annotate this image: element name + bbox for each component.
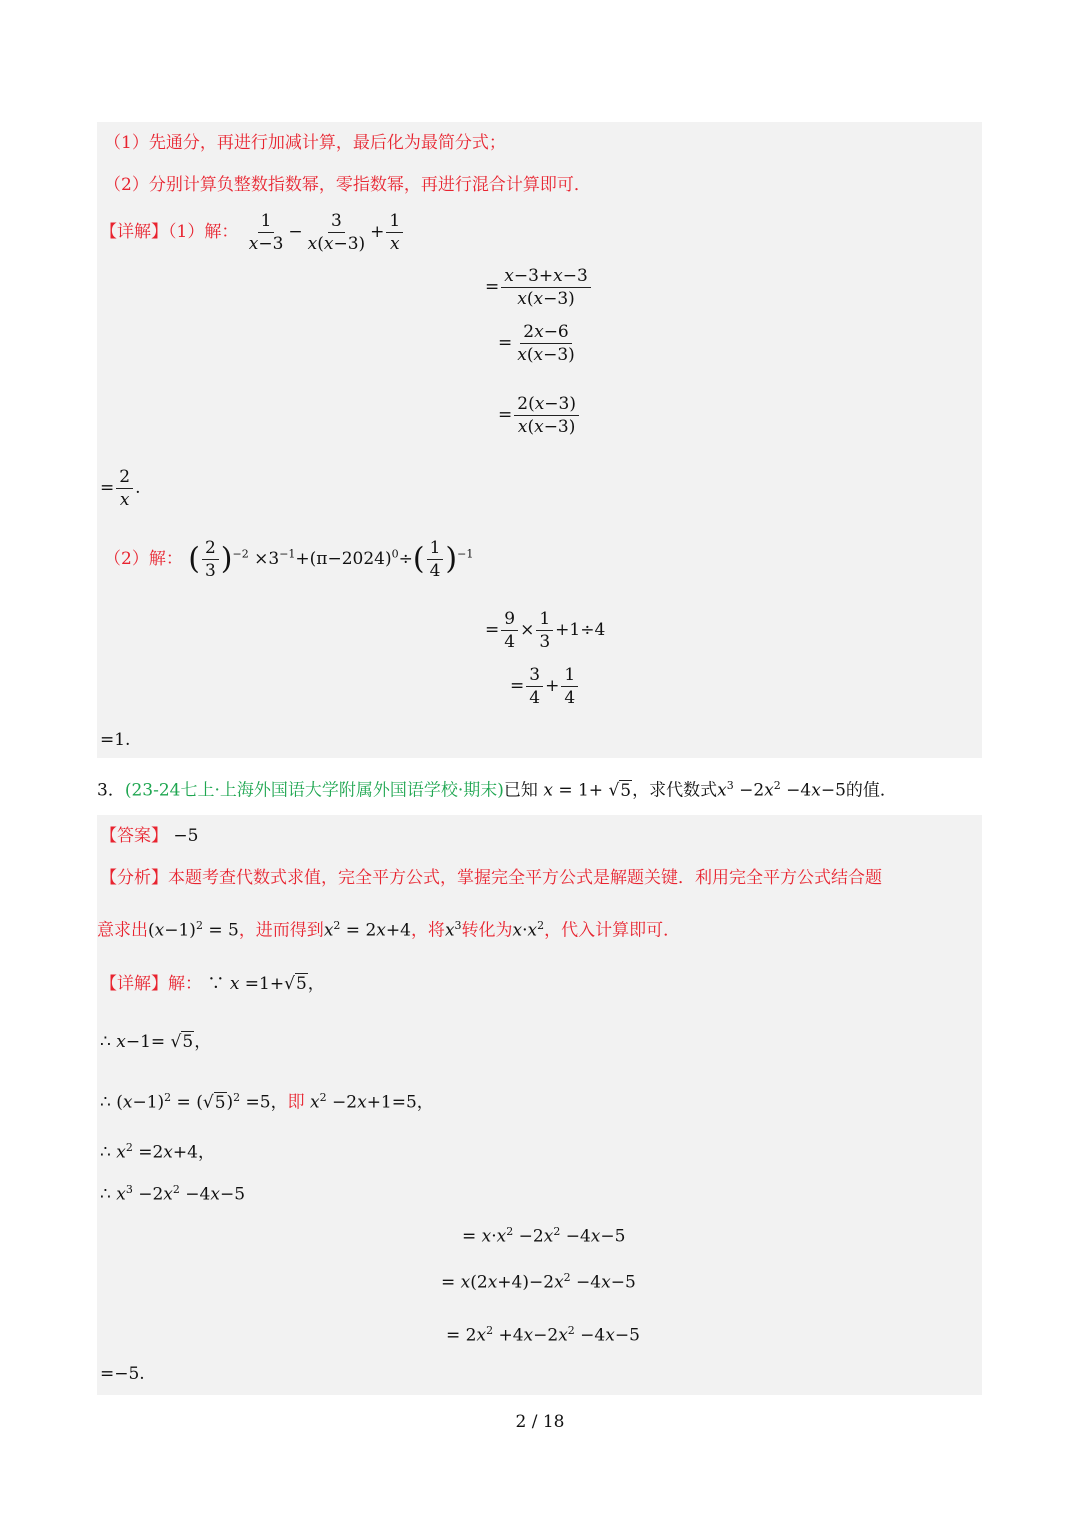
eq-2-step-2: = $\frac{3}{4}$ + $\frac{1}{4}$	[510, 664, 580, 709]
problem-3: 3．(23-24七上·上海外国语大学附属外国语学校·期末)已知 x = 1+ √5，求代数式$x^3 -2x^2 -4x-5$的值．	[97, 779, 897, 801]
eq-3-step-1: = $x\cdot x^2 -2x^2 -4x-5$	[462, 1225, 626, 1247]
detail-3-step-3: ∴ $x^2 =2x+4$，	[100, 1141, 215, 1163]
step-1-hint: （1）先通分，再进行加减计算，最后化为最简分式；	[104, 133, 506, 153]
detail-1-line: 【详解】（1）解： $\frac{1}{x-3}$ − $\frac{3}{x(x-3)}$ + $\frac{1}{x}$	[100, 210, 405, 255]
eq-3-step-3: = $2x^2 +4x-2x^2 -4x-5$	[446, 1324, 640, 1346]
detail-2-line: （2）解： ( $\frac{2}{3}$ )$^{-2} \times 3^{-1}+(\pi-2024)^0\div$( $\frac{1}{4}$ )$^{-1}$	[104, 538, 474, 581]
detail-3-step-4: ∴ $x^3 -2x^2 -4x-5$	[100, 1183, 246, 1205]
detail-3-step-1: ∴ x−1= √5，	[100, 1032, 212, 1052]
answer-line: 【答案】 −5	[100, 826, 199, 846]
eq-2-step-1: = $\frac{9}{4}$ × $\frac{1}{3}$ +1÷4	[485, 609, 606, 652]
eq-1-step-2: = $\frac{2x-6}{x(x-3)}$	[498, 322, 575, 365]
page-number: 2 / 18	[515, 1412, 565, 1432]
detail-3-line: 【详解】解： ∵ x =1+√5，	[100, 974, 325, 994]
eq-1-result: = $\frac{2}{x}$ .	[100, 467, 141, 510]
eq-1-step-1: = $\frac{x-3+x-3}{x(x-3)}$	[485, 265, 593, 310]
detail-3-step-2: ∴ $(x-1)^2 = (√5)^2 =5$，即 $x^2 -2x+1=5$，	[100, 1091, 434, 1113]
eq-3-result: =−5.	[100, 1364, 145, 1384]
eq-2-result: =1.	[100, 730, 131, 750]
analysis-line-1: 【分析】本题考查代数式求值，完全平方公式，掌握完全平方公式是解题关键．利用完全平方公式结合题	[100, 868, 882, 888]
eq-1-step-3: = $\frac{2(x-3)}{x(x-3)}$	[498, 393, 581, 438]
step-2-hint: （2）分别计算负整数指数幂，零指数幂，再进行混合计算即可．	[104, 175, 591, 195]
analysis-line-2: 意求出$(x-1)^2 = 5$，进而得到$x^2 = 2x+4$，将$x^3$转化为$x\cdot x^2$，代入计算即可．	[97, 919, 681, 941]
eq-3-step-2: = $x(2x+4)-2x^2 -4x-5$	[441, 1271, 636, 1293]
